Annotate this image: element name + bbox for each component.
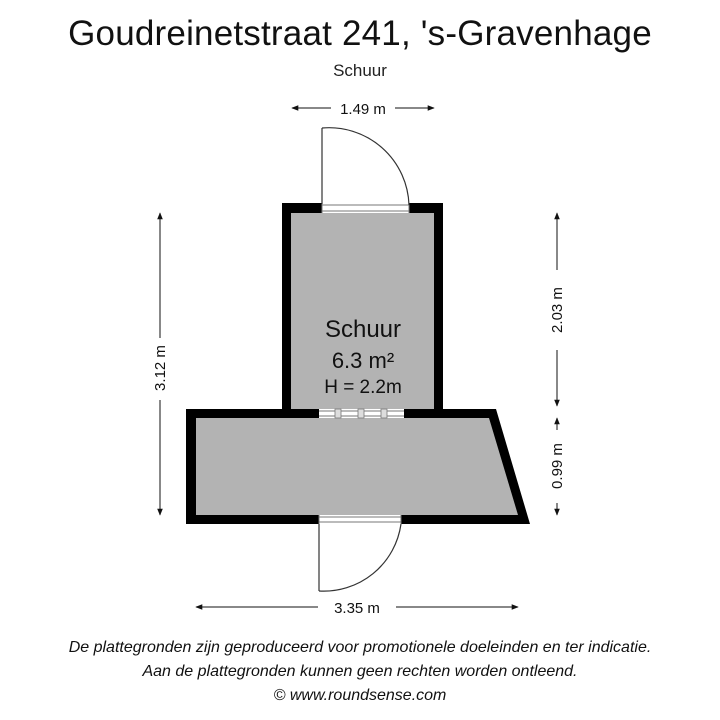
floor-label: Schuur xyxy=(333,61,387,80)
room-height-label: H = 2.2m xyxy=(324,377,402,398)
dimension-label: 3.35 m xyxy=(334,600,380,617)
bottom-door xyxy=(319,515,401,591)
dimension-upper-height xyxy=(549,213,566,406)
door-swing-arc xyxy=(319,524,401,591)
disclaimer-line-1: De plattegronden zijn geproduceerd voor promotionele doeleinden en ter indicatie. xyxy=(68,639,652,656)
door-swing-arc xyxy=(322,128,409,205)
dimension-lower-height xyxy=(549,418,566,515)
room-name-label: Schuur xyxy=(324,316,402,343)
floorplan-title: Goudreinetstraat 241, 's-Gravenhage xyxy=(68,14,652,53)
room-area-label: 6.3 m² xyxy=(331,348,395,373)
internal-opening xyxy=(319,409,404,418)
partition-wall-left xyxy=(282,409,319,418)
dimension-top-width xyxy=(292,101,434,118)
dimension-label: 2.03 m xyxy=(549,287,566,333)
room-floor-lower xyxy=(196,418,518,515)
dimension-label: 1.49 m xyxy=(340,101,386,118)
dimension-label: 0.99 m xyxy=(549,443,566,489)
copyright-notice: © www.roundsense.com xyxy=(273,687,447,704)
dimension-label: 3.12 m xyxy=(152,345,169,391)
top-door xyxy=(322,128,409,213)
dimension-total-height xyxy=(152,213,169,515)
disclaimer-line-2: Aan de plattegronden kunnen geen rechten worden ontleend. xyxy=(142,663,578,680)
partition-wall-right xyxy=(404,409,443,418)
dimension-bottom-width xyxy=(196,600,518,617)
